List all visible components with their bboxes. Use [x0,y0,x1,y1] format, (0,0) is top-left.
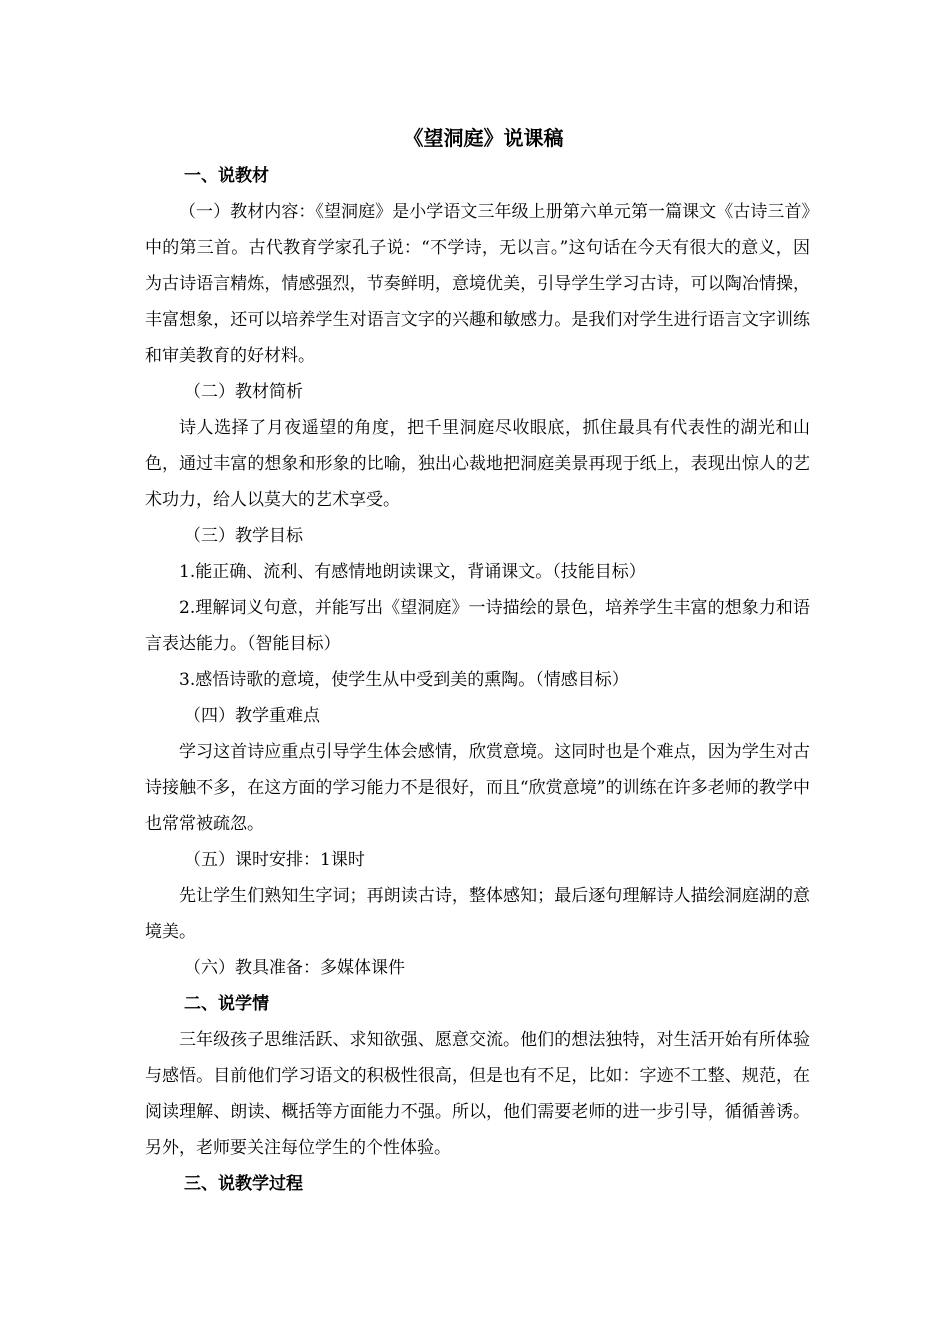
goal-item-2: 2.理解词义句意，并能写出《望洞庭》一诗描绘的景色，培养学生丰富的想象力和语言表达能力。（智能目标） [145,598,810,654]
goal-item-3: 3.感悟诗歌的意境，使学生从中受到美的熏陶。（情感目标） [179,670,629,690]
section-heading-process: 三、说教学过程 [184,1174,303,1194]
section-heading-students: 二、说学情 [184,994,269,1014]
paragraph-students: 三年级孩子思维活跃、求知欲强、愿意交流。他们的想法独特，对生活开始有所体验与感悟。目前他们学习语文的积极性很高，但是也有不足，比如：字迹不工整、规范，在阅读理解、朗读、概括等方面能力不强。所以，他们需要老师的进一步引导，循循善诱。另外，老师要关注每位学生的个性体验。 [145,1030,810,1158]
document-body [145,118,810,1202]
paragraph-schedule: 先让学生们熟知生字词；再朗读古诗，整体感知；最后逐句理解诗人描绘洞庭湖的意境美。 [145,886,810,942]
section-heading-textbook: 一、说教材 [184,166,269,186]
subheading-tools: （六）教具准备：多媒体课件 [184,958,405,978]
subheading-goals: （三）教学目标 [184,526,303,546]
goal-item-1: 1.能正确、流利、有感情地朗读课文，背诵课文。（技能目标） [179,562,646,582]
subheading-analysis: （二）教材简析 [184,382,303,402]
paragraph-key-points: 学习这首诗应重点引导学生体会感情，欣赏意境。这同时也是个难点，因为学生对古诗接触不多，在这方面的学习能力不是很好，而且“欣赏意境”的训练在许多老师的教学中也常常被疏忽。 [145,742,810,834]
document-title: 《望洞庭》说课稿 [403,126,564,150]
paragraph-content: （一）教材内容：《望洞庭》是小学语文三年级上册第六单元第一篇课文《古诗三首》中的第三首。古代教育学家孔子说：“不学诗，无以言。”这句话在今天有很大的意义，因为古诗语言精炼，情感强烈，节奏鲜明，意境优美，引导学生学习古诗，可以陶冶情操，丰富想象，还可以培养学生对语言文字的兴趣和敏感力。是我们对学生进行语言文字训练和审美教育的好材料。 [145,202,810,366]
subheading-schedule: （五）课时安排：1课时 [184,850,365,870]
paragraph-analysis: 诗人选择了月夜遥望的角度，把千里洞庭尽收眼底，抓住最具有代表性的湖光和山色，通过丰富的想象和形象的比喻，独出心裁地把洞庭美景再现于纸上，表现出惊人的艺术功力，给人以莫大的艺术享受。 [145,418,810,510]
subheading-key-points: （四）教学重难点 [184,706,320,726]
